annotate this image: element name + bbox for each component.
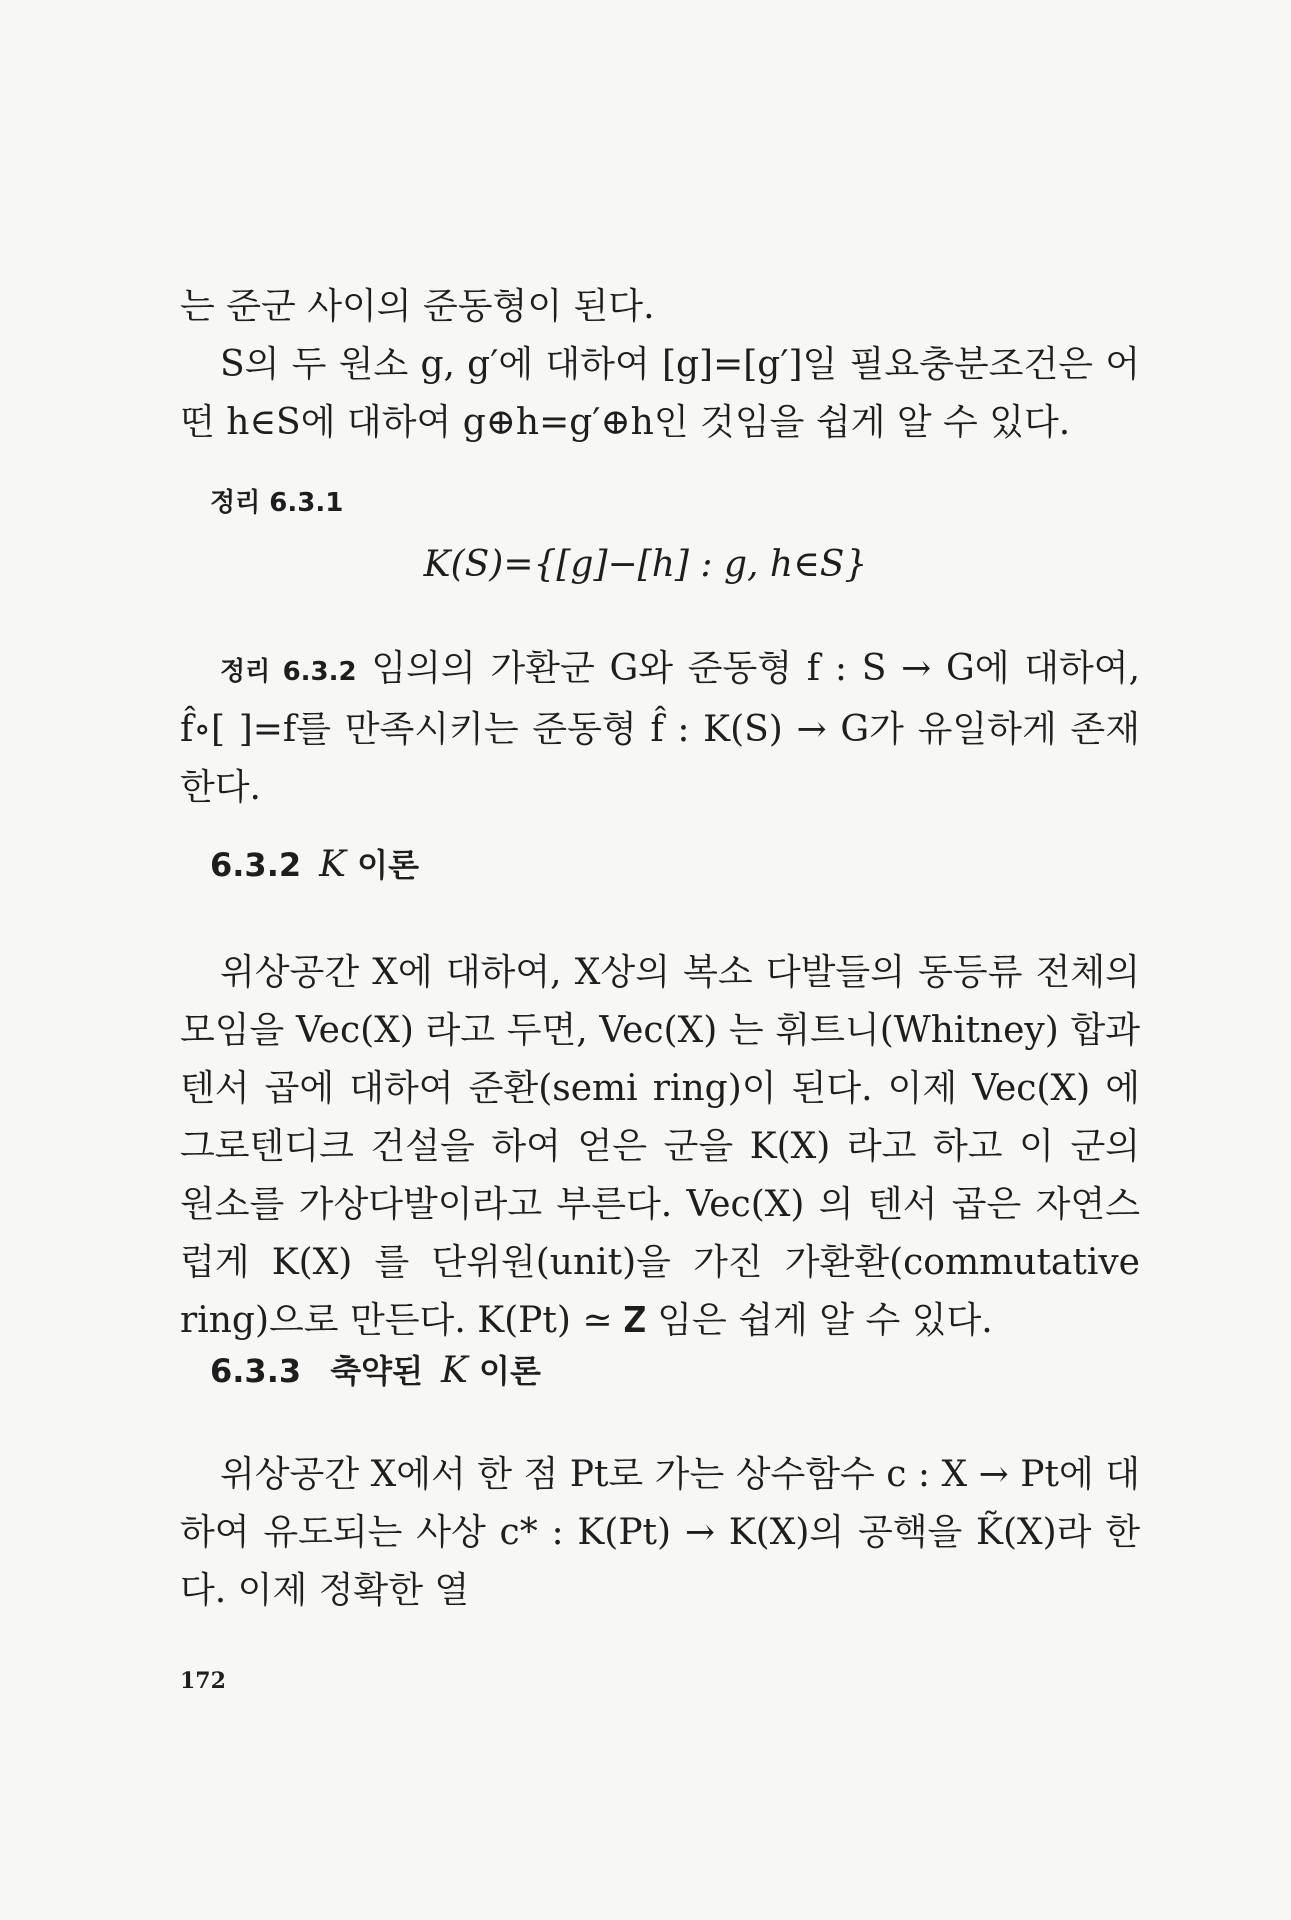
theorem-6-3-2 [180, 640, 1140, 817]
theorem-6-3-2-label: 정리 6.3.2 [220, 657, 357, 687]
page-number: 172 [180, 1668, 226, 1694]
section-title-variable: K [441, 1350, 468, 1391]
theorem-6-3-1-formula: K(S)={[g]−[h] : g, h∈S} [423, 544, 868, 585]
theorem-6-3-1-label: 정리 6.3.1 [210, 488, 344, 518]
paragraph-2: S의 두 원소 g, g′에 대하여 [g]=[g′]일 필요충분조건은 어떤 h∈S에 대하여 g⊕h=g′⊕h인 것임을 쉽게 알 수 있다. [180, 344, 1140, 443]
section-title: 이론 [357, 846, 419, 884]
section-6-3-3-heading [210, 1346, 1170, 1392]
section-title: 이론 [479, 1352, 541, 1390]
paragraph-3: 위상공간 X에 대하여, X상의 복소 다발들의 동등류 전체의 모임을 Vec(X) 라고 두면, Vec(X) 는 휘트니(Whitney) 합과 텐서 곱에 대하여 준환(semi ring)이 된다. 이제 Vec(X) 에 그로텐디크 건설을 하여 얻은 군을 K(X) 라고 하고 이 군의 원소를 가상다발이라고 부른다. Vec(X) 의 텐서 곱은 자연스럽게 K(X) 를 단위원(unit)을 가진 가환환(commutative ring)으로 만든다. K(Pt) ≃ 𝐙 임은 쉽게 알 수 있다. [180, 952, 1140, 1341]
paragraph-1: 는 준군 사이의 준동형이 된다. [180, 286, 655, 327]
paragraph-4: 위상공간 X에서 한 점 Pt로 가는 상수함수 c : X → Pt에 대하여 유도되는 사상 c* : K(Pt) → K(X)의 공핵을 K̃(X)라 한다. 이제 정확한 열 [180, 1454, 1140, 1611]
section-number: 6.3.2 [210, 846, 302, 884]
section-number: 6.3.3 [210, 1352, 302, 1390]
section-title-prefix: 축약된 [330, 1352, 423, 1390]
section-6-3-2-heading [210, 840, 1170, 886]
section-title-variable: K [319, 844, 347, 885]
theorem-6-3-2-text: 임의의 가환군 G와 준동형 f : S → G에 대하여, f̂∘[ ]=f를 만족시키는 준동형 f̂ : K(S) → G가 유일하게 존재한다. [180, 648, 1141, 808]
